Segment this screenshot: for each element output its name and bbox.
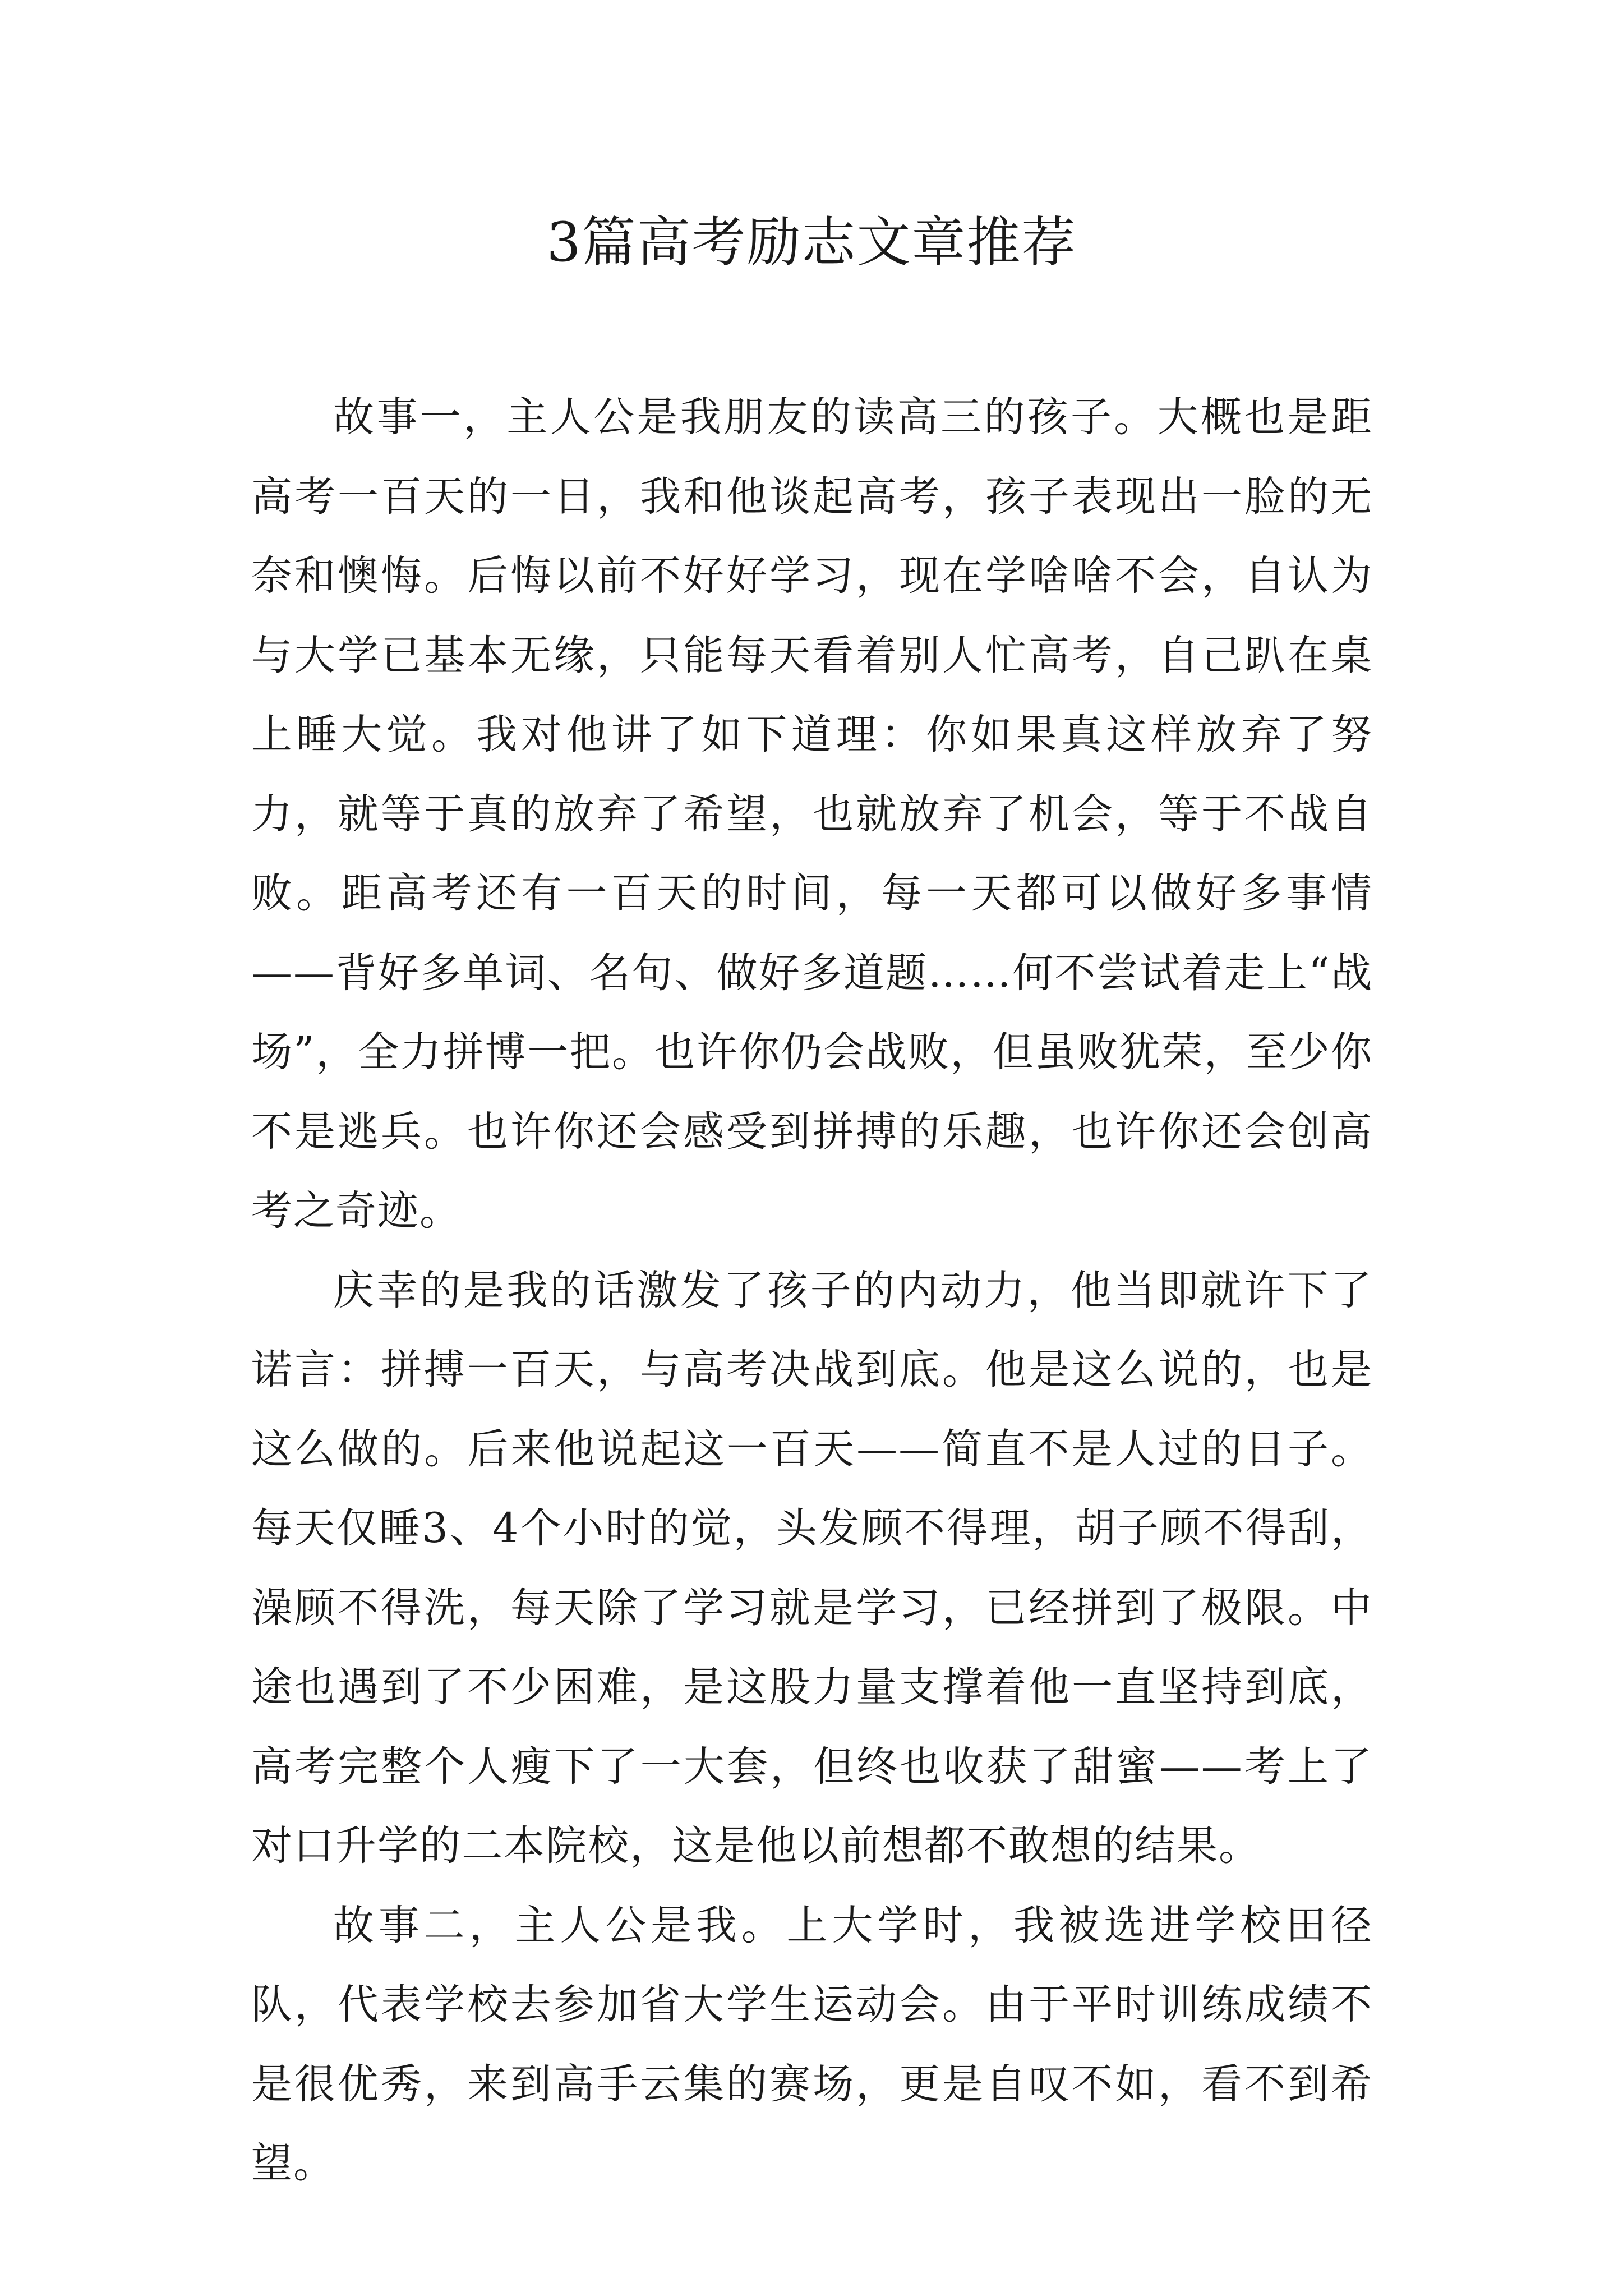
document-title: 3篇高考励志文章推荐 (546, 211, 1077, 274)
paragraph: 故事一，主人公是我朋友的读高三的孩子。大概也是距高考一百天的一日，我和他谈起高考，孩子表现出一脸的无奈和懊悔。后悔以前不好好学习，现在学啥啥不会，自认为与大学已基本无缘，只能每天看着别人忙高考，自己趴在桌上睡大觉。我对他讲了如下道理：你如果真这样放弃了努力，就等于真的放弃了希望，也就放弃了机会，等于不战自败。距高考还有一百天的时间，每一天都可以做好多事情——背好多单词、名句、做好多道题……何不尝试着走上“战场”，全力拼博一把。也许你仍会战败，但虽败犹荣，至少你不是逃兵。也许你还会感受到拼搏的乐趣，也许你还会创高考之奇迹。 (251, 393, 1373, 1235)
paragraph: 故事二，主人公是我。上大学时，我被选进学校田径队，代表学校去参加省大学生运动会。由于平时训练成绩不是很优秀，来到高手云集的赛场，更是自叹不如，看不到希望。 (251, 1901, 1373, 2187)
paragraph: 庆幸的是我的话激发了孩子的内动力，他当即就许下了诺言：拼搏一百天，与高考决战到底。他是这么说的，也是这么做的。后来他说起这一百天——简直不是人过的日子。每天仅睡3、4个小时的觉，头发顾不得理，胡子顾不得刮，澡顾不得洗，每天除了学习就是学习，已经拼到了极限。中途也遇到了不少困难，是这股力量支撑着他一直坚持到底，高考完整个人瘦下了一大套，但终也收获了甜蜜——考上了对口升学的二本院校，这是他以前想都不敢想的结果。 (251, 1266, 1373, 1870)
document-body (251, 378, 1373, 2203)
